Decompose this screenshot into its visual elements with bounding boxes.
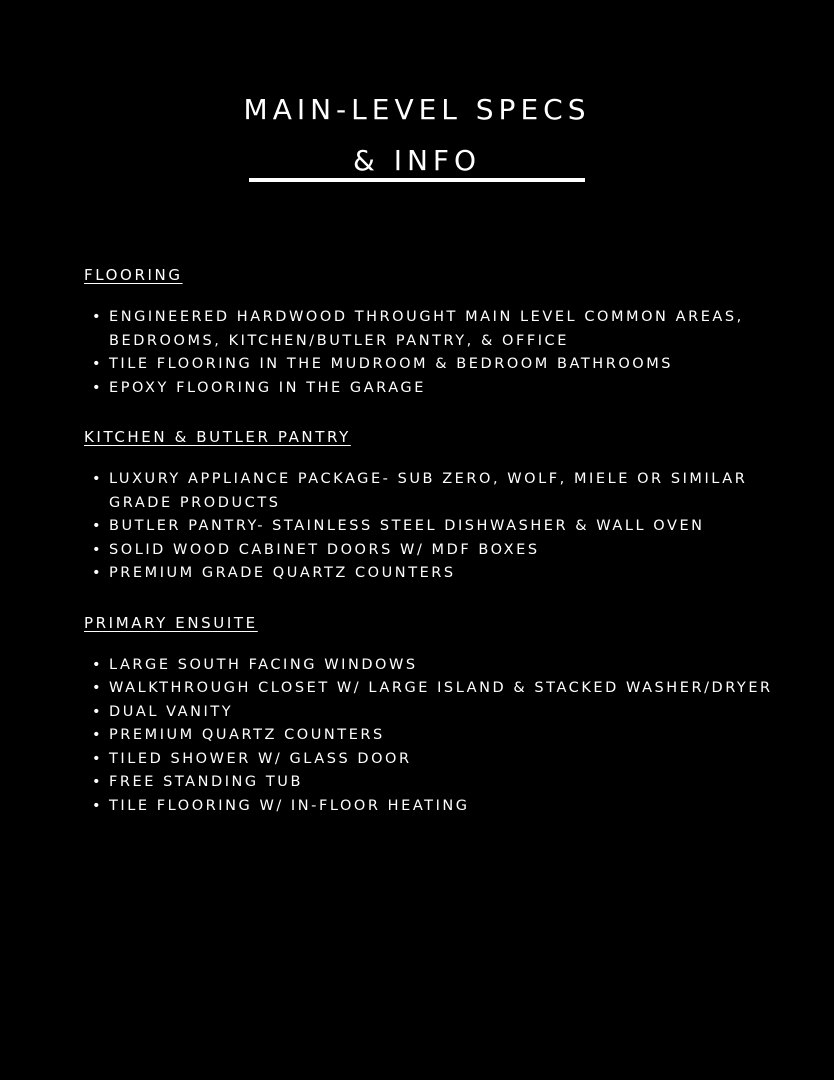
list-item-text: PREMIUM QUARTZ COUNTERS — [109, 727, 385, 743]
bullet-icon: • — [92, 774, 104, 790]
list-item-text: SOLID WOOD CABINET DOORS W/ MDF BOXES — [109, 541, 540, 558]
spec-sections — [84, 262, 784, 842]
list-item — [84, 562, 784, 586]
list-item-text: LARGE SOUTH FACING WINDOWS — [109, 656, 418, 673]
list-item-text: ENGINEERED HARDWOOD THROUGHT MAIN LEVEL COMMON AREAS, BEDROOMS, KITCHEN/BUTLER PANTRY, & OFFICE — [109, 309, 744, 349]
list-item — [84, 795, 784, 819]
list-item — [84, 515, 784, 539]
bullet-icon: • — [92, 680, 104, 696]
bullet-icon: • — [92, 703, 104, 720]
list-item — [84, 748, 784, 772]
spec-list — [84, 306, 784, 400]
list-item — [84, 724, 784, 748]
page-title-line-2: & INFO — [352, 144, 482, 177]
spec-section — [84, 424, 784, 586]
section-heading: KITCHEN & BUTLER PANTRY — [84, 428, 351, 446]
bullet-icon: • — [92, 656, 104, 673]
bullet-icon: • — [92, 797, 104, 814]
list-item-text: TILE FLOORING W/ IN-FLOOR HEATING — [109, 797, 470, 814]
list-item — [84, 771, 784, 795]
bullet-icon: • — [92, 379, 104, 396]
list-item — [84, 701, 784, 725]
list-item — [84, 377, 784, 401]
section-heading: FLOORING — [84, 266, 183, 284]
list-item — [84, 654, 784, 678]
spec-section — [84, 262, 784, 400]
list-item — [84, 306, 784, 353]
section-heading: PRIMARY ENSUITE — [84, 613, 258, 632]
list-item — [84, 539, 784, 563]
list-item-text: WALKTHROUGH CLOSET W/ LARGE ISLAND & STACKED WASHER/DRYER — [109, 680, 773, 696]
list-item — [84, 353, 784, 377]
list-item-text: TILE FLOORING IN THE MUDROOM & BEDROOM BATHROOMS — [109, 356, 674, 372]
page-title — [0, 84, 834, 186]
title-divider — [249, 178, 585, 182]
spec-section — [84, 610, 784, 819]
list-item — [84, 468, 784, 515]
bullet-icon: • — [92, 471, 104, 487]
list-item-text: PREMIUM GRADE QUARTZ COUNTERS — [109, 565, 456, 581]
bullet-icon: • — [92, 518, 104, 534]
list-item-text: DUAL VANITY — [109, 703, 234, 720]
bullet-icon: • — [92, 309, 104, 325]
list-item — [84, 677, 784, 701]
spec-list — [84, 468, 784, 586]
list-item-text: LUXURY APPLIANCE PACKAGE- SUB ZERO, WOLF, MIELE OR SIMILAR GRADE PRODUCTS — [109, 471, 748, 511]
list-item-text: FREE STANDING TUB — [109, 774, 303, 790]
bullet-icon: • — [92, 541, 104, 558]
page-title-line-1: MAIN-LEVEL SPECS — [243, 93, 591, 126]
bullet-icon: • — [92, 565, 104, 581]
list-item-text: TILED SHOWER W/ GLASS DOOR — [109, 750, 412, 767]
bullet-icon: • — [92, 750, 104, 767]
list-item-text: EPOXY FLOORING IN THE GARAGE — [109, 379, 426, 396]
bullet-icon: • — [92, 356, 104, 372]
bullet-icon: • — [92, 727, 104, 743]
spec-list — [84, 654, 784, 819]
list-item-text: BUTLER PANTRY- STAINLESS STEEL DISHWASHER & WALL OVEN — [109, 518, 705, 534]
